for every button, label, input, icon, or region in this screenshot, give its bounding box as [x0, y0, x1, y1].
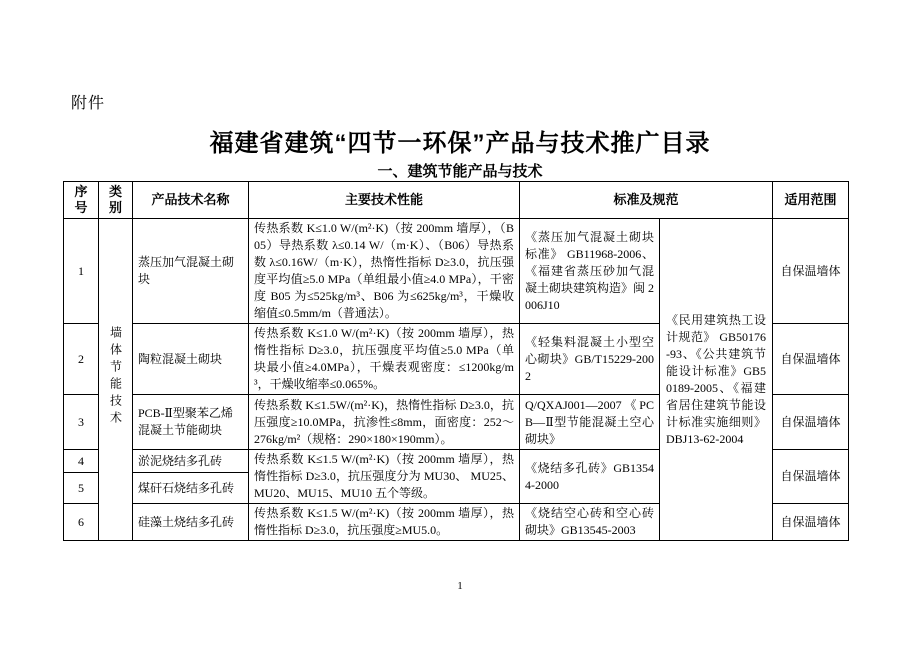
col-header-seq-label: 序号 — [74, 184, 88, 215]
scope-cell: 自保温墙体 — [773, 324, 849, 395]
seq-cell: 5 — [64, 473, 99, 504]
attachment-label: 附件 — [71, 95, 106, 112]
page-title: 福建省建筑“四节一环保”产品与技术推广目录 — [209, 130, 711, 157]
performance-cell: 传热系数 K≤1.0 W/(m²·K)（按 200mm 墙厚），热惰性指标 D≥3.0，抗压强度平均值≥5.0 MPa（单块最小值≥4.0MPa），干燥表观密度：≤1200kg/m³，干燥收缩率≤0.065%。 — [249, 324, 520, 395]
product-name-cell: 硅藻土烧结多孔砖 — [133, 504, 249, 541]
col-header-category — [99, 182, 133, 219]
performance-cell: 传热系数 K≤1.5 W/(m²·K)（按 200mm 墙厚），热惰性指标 D≥3.0，抗压强度分为 MU30、 MU25、 MU20、MU15、MU10 五个等级。 — [249, 450, 520, 504]
standard-cell: 《烧结多孔砖》GB13544-2000 — [520, 450, 660, 504]
performance-cell: 传热系数 K≤1.5 W/(m²·K)（按 200mm 墙厚），热惰性指标 D≥3.0，抗压强度≥MU5.0。 — [249, 504, 520, 541]
product-name-cell: 淤泥烧结多孔砖 — [133, 450, 249, 473]
category-vertical-label: 墙体节能技术 — [108, 326, 123, 428]
standard-cell: Q/QXAJ001—2007《PCB—Ⅱ型节能混凝土空心砌块》 — [520, 395, 660, 450]
table-row-1 — [64, 219, 849, 324]
seq-cell: 1 — [64, 219, 99, 324]
product-name-cell: 煤矸石烧结多孔砖 — [133, 473, 249, 504]
table-header-row — [64, 182, 849, 219]
scope-cell: 自保温墙体 — [773, 219, 849, 324]
seq-cell: 2 — [64, 324, 99, 395]
catalog-table — [63, 181, 849, 541]
col-header-seq — [64, 182, 99, 219]
product-name-cell: 蒸压加气混凝土砌块 — [133, 219, 249, 324]
performance-cell: 传热系数 K≤1.0 W/(m²·K)（按 200mm 墙厚），（B05）导热系数 λ≤0.14 W/（m·K）、（B06）导热系数 λ≤0.16W/（m·K），热惰性指标 D≥3.0，抗压强度平均值≥5.0 MPa（单组最小值≥4.0 MPa），干密度 B05 为≤525kg/m³、B06 为≤625kg/m³，干燥收缩值≤0.5mm/m（普通法）。 — [249, 219, 520, 324]
product-name-cell: 陶粒混凝土砌块 — [133, 324, 249, 395]
col-header-scope: 适用范围 — [773, 182, 849, 219]
category-cell — [99, 219, 133, 541]
col-header-standards: 标准及规范 — [520, 182, 773, 219]
scope-cell: 自保温墙体 — [773, 504, 849, 541]
scope-cell: 自保温墙体 — [773, 395, 849, 450]
seq-cell: 4 — [64, 450, 99, 473]
standard-cell: 《烧结空心砖和空心砖砌块》GB13545-2003 — [520, 504, 660, 541]
seq-cell: 6 — [64, 504, 99, 541]
product-name-cell: PCB-Ⅱ型聚苯乙烯混凝土节能砌块 — [133, 395, 249, 450]
col-header-product-name: 产品技术名称 — [133, 182, 249, 219]
standard-cell: 《轻集料混凝土小型空心砌块》GB/T15229-2002 — [520, 324, 660, 395]
standard-cell: 《蒸压加气混凝土砌块标准》 GB11968-2006、《福建省蒸压砂加气混凝土砌块建筑构造》闽 2006J10 — [520, 219, 660, 324]
section-title: 一、建筑节能产品与技术 — [377, 163, 543, 180]
performance-cell: 传热系数 K≤1.5W/(m²·K)，热惰性指标 D≥3.0，抗压强度≥10.0MPa，抗渗性≤8mm，面密度：252～276kg/m²（规格：290×180×190mm）。 — [249, 395, 520, 450]
col-header-performance: 主要技术性能 — [249, 182, 520, 219]
general-standards-cell: 《民用建筑热工设计规范》 GB50176-93、《公共建筑节能设计标准》GB50189-2005、《福建省居住建筑节能设计标准实施细则》DBJ13-62-2004 — [660, 219, 773, 541]
page-number: 1 — [457, 580, 463, 592]
scope-cell: 自保温墙体 — [773, 450, 849, 504]
seq-cell: 3 — [64, 395, 99, 450]
col-header-category-label: 类别 — [108, 184, 122, 215]
